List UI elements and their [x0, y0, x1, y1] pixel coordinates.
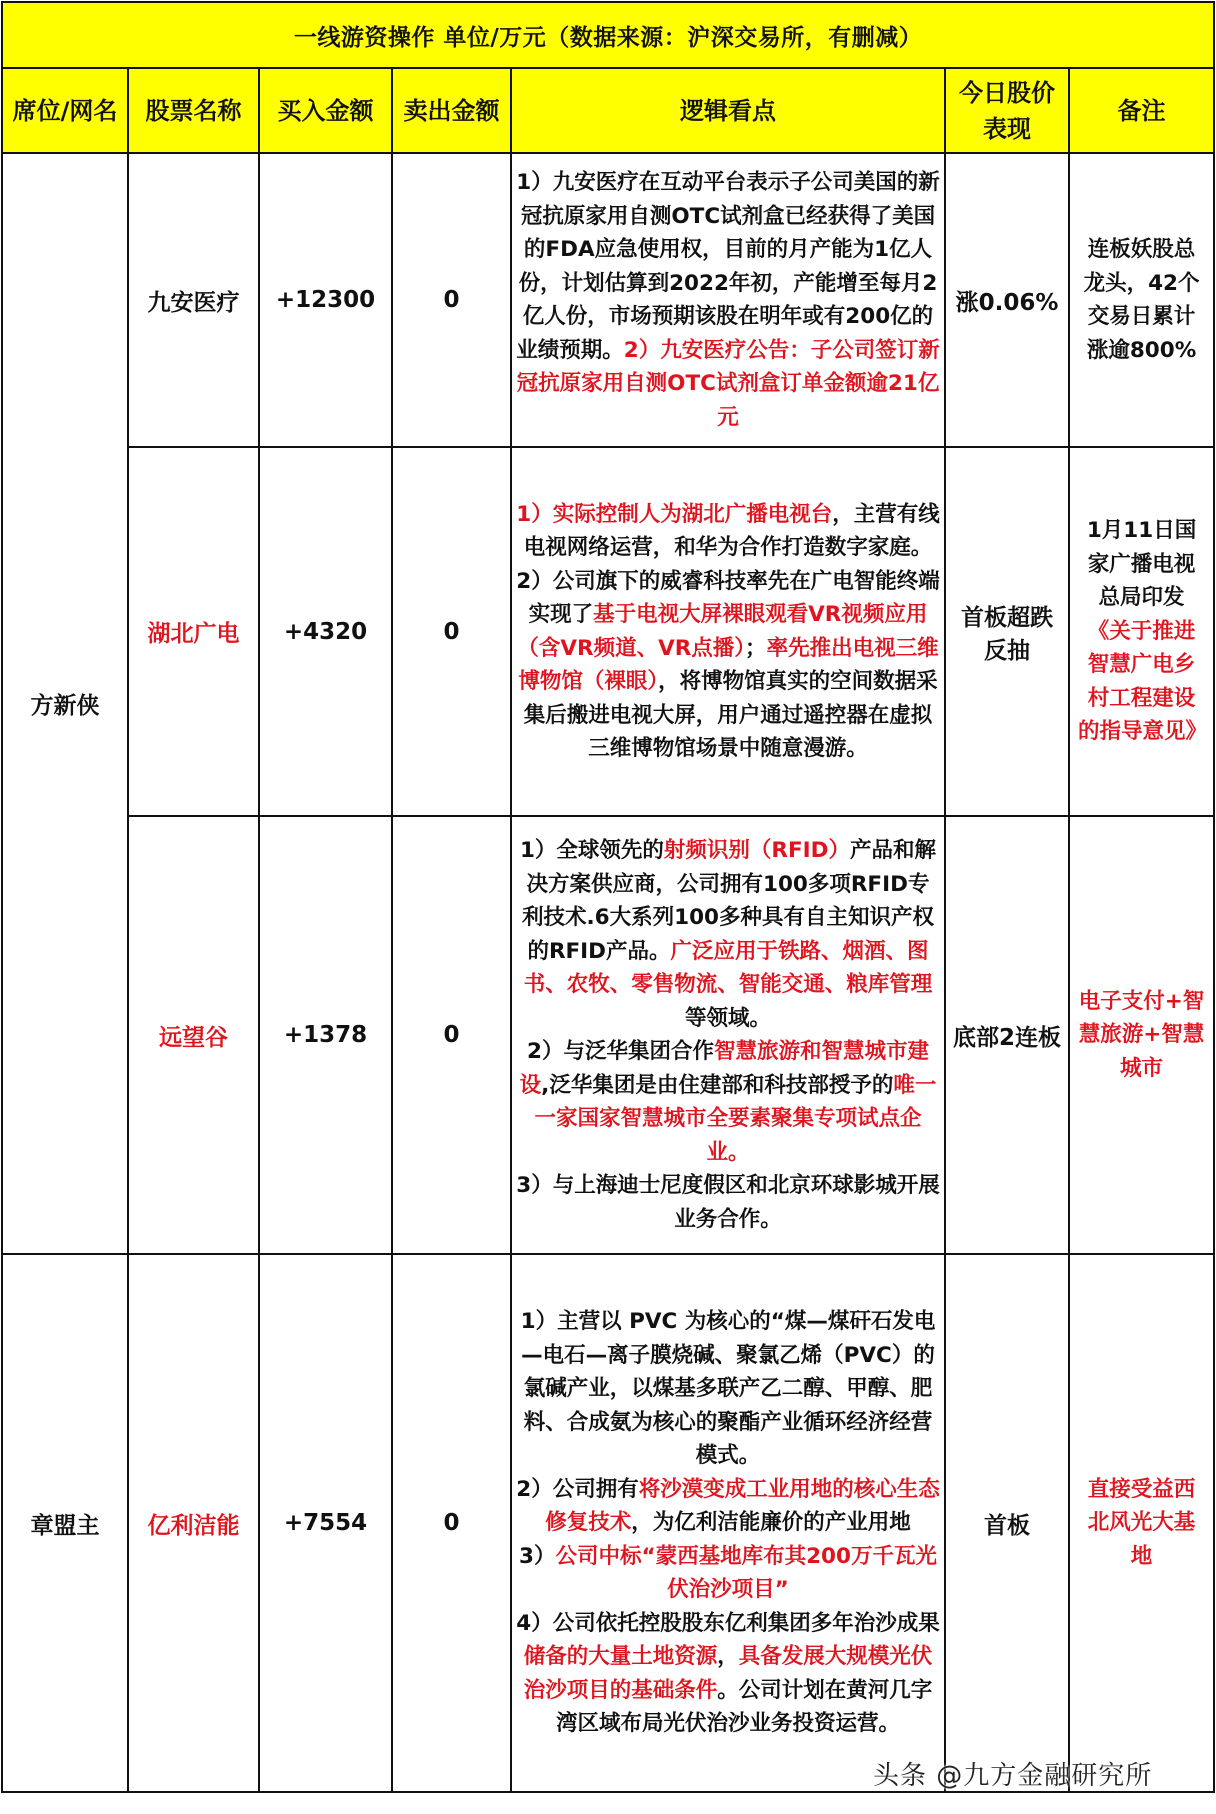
header-row [2, 68, 1214, 153]
logic-segment: 2）与泛华集团合作 [527, 1039, 714, 1064]
sell-cell: 0 [392, 447, 511, 816]
logic-segment: 2）公司旗下的威睿科技率先在广电智能终端实现了 [516, 568, 940, 627]
logic-segment: 1）九安医疗在互动平台表示子公司美国的新冠抗原家用自测OTC试剂盒已经获得了美国的FDA应急使用权，目前的月产能为1亿人份，计划估算到2022年初，产能增至每月2亿人份，市场预期该股在明年或有200亿的业绩预期。 [516, 170, 940, 363]
logic-segment: ，将博物馆真实的空间数据采集后搬进电视大屏，用户通过遥控器在虚拟三维博物馆场景中随意漫游。 [523, 669, 938, 761]
logic-segment-highlight: 智慧旅游和智慧城市建设 [519, 1039, 929, 1098]
logic-segment: 1）主营以 PVC 为核心的“煤—煤矸石发电—电石—离子膜烧碱、聚氯乙烯（PVC）的氯碱产业，以煤基多联产乙二醇、甲醇、肥料、合成氨为核心的聚酯产业循环经济经营模式。 [520, 1309, 936, 1469]
sell-cell: 0 [392, 153, 511, 447]
table-row [2, 816, 1214, 1254]
header-seat: 席位/网名 [2, 68, 128, 153]
logic-segment-highlight: 唯一一家国家智慧城市全要素聚集专项试点企业。 [534, 1072, 937, 1165]
logic-segment-highlight: 2）九安医疗公告：子公司签订新冠抗原家用自测OTC试剂盒订单金额逾21亿元 [516, 337, 940, 430]
today-cell: 首板超跌反抽 [945, 447, 1069, 816]
watermark: 头条 @九方金融研究所 [873, 1761, 1153, 1791]
logic-segment: 4）公司依托控股股东亿利集团多年治沙成果 [516, 1610, 940, 1636]
logic-segment-highlight: 广泛应用于铁路、烟酒、图书、农牧、零售物流、智能交通、粮库管理 [523, 938, 933, 997]
seat-cell: 方新侠 [2, 153, 128, 1254]
logic-segment-highlight: 射频识别（RFID） [663, 838, 851, 863]
logic-segment: ； [745, 635, 767, 661]
header-today-line2: 表现 [983, 114, 1031, 143]
today-cell: 首板 [945, 1254, 1069, 1792]
today-cell: 涨0.06% [945, 153, 1069, 447]
logic-segment-highlight: 1）实际控制人为湖北广播电视台 [516, 501, 833, 527]
header-today-line1: 今日股价 [959, 78, 1055, 107]
logic-segment-highlight: 基于电视大屏裸眼观看VR视频应用（含VR频道、VR点播） [517, 602, 928, 661]
logic-segment-highlight: 率先推出电视三维博物馆（裸眼） [518, 635, 939, 694]
header-today [945, 68, 1069, 153]
sell-cell: 0 [392, 816, 511, 1254]
header-stock: 股票名称 [128, 68, 259, 153]
trading-table [1, 1, 1215, 1793]
note-segment-highlight: 电子支付+智慧旅游+智慧城市 [1078, 988, 1205, 1081]
logic-cell [511, 816, 945, 1254]
table-row [2, 1254, 1214, 1792]
stock-cell: 九安医疗 [128, 153, 259, 447]
logic-segment: 。公司计划在黄河几字湾区域布局光伏治沙业务投资运营。 [555, 1677, 933, 1737]
logic-cell [511, 153, 945, 447]
buy-cell: +12300 [259, 153, 392, 447]
logic-segment-highlight: 公司中标“蒙西基地库布其200万千瓦光伏治沙项目” [555, 1543, 937, 1603]
logic-cell [511, 447, 945, 816]
note-segment-highlight: 直接受益西北风光大基地 [1087, 1476, 1196, 1569]
table-row [2, 153, 1214, 447]
stock-cell: 亿利洁能 [128, 1254, 259, 1792]
today-cell: 底部2连板 [945, 816, 1069, 1254]
logic-segment: ， [717, 1644, 739, 1670]
table-title: 一线游资操作 单位/万元（数据来源：沪深交易所，有删减） [2, 2, 1214, 68]
stock-cell: 湖北广电 [128, 447, 259, 816]
header-buy: 买入金额 [259, 68, 392, 153]
logic-segment: 产品和解决方案供应商，公司拥有100多项RFID专利技术.6大系列100多种具有自主知识产权的RFID产品。 [521, 838, 937, 964]
header-sell: 卖出金额 [392, 68, 511, 153]
note-segment: 1月11日国家广播电视总局印发 [1086, 518, 1197, 611]
logic-segment: ,泛华集团是由住建部和科技部授予的 [541, 1072, 894, 1098]
note-segment-highlight: 《关于推进智慧广电乡村工程建设的指导意见》 [1078, 618, 1208, 745]
note-segment: 连板妖股总龙头，42个交易日累计涨逾800% [1083, 237, 1200, 363]
buy-cell: +4320 [259, 447, 392, 816]
logic-segment: 等领域。 [684, 1005, 771, 1031]
table-row [2, 447, 1214, 816]
title-row [2, 2, 1214, 68]
header-logic: 逻辑看点 [511, 68, 945, 153]
stock-cell: 远望谷 [128, 816, 259, 1254]
logic-segment: ，主营有线电视网络运营，和华为合作打造数字家庭。 [523, 501, 940, 560]
buy-cell: +7554 [259, 1254, 392, 1792]
logic-segment: 1）全球领先的 [519, 838, 664, 863]
logic-segment: 2）公司拥有 [516, 1476, 639, 1502]
logic-segment: ，为亿利洁能廉价的产业用地 [631, 1510, 911, 1536]
logic-segment: 3） [519, 1543, 556, 1569]
sell-cell: 0 [392, 1254, 511, 1792]
buy-cell: +1378 [259, 816, 392, 1254]
logic-segment-highlight: 将沙漠变成工业用地的核心生态修复技术 [545, 1476, 940, 1536]
seat-cell: 章盟主 [2, 1254, 128, 1792]
header-note: 备注 [1069, 68, 1214, 153]
logic-cell [511, 1254, 945, 1792]
logic-segment: 3）与上海迪士尼度假区和北京环球影城开展业务合作。 [516, 1173, 940, 1232]
note-cell [1069, 153, 1214, 447]
note-cell [1069, 447, 1214, 816]
logic-segment-highlight: 具备发展大规模光伏治沙项目的基础条件 [523, 1644, 933, 1703]
note-cell [1069, 1254, 1214, 1792]
logic-segment-highlight: 储备的大量土地资源 [523, 1644, 718, 1670]
note-cell [1069, 816, 1214, 1254]
